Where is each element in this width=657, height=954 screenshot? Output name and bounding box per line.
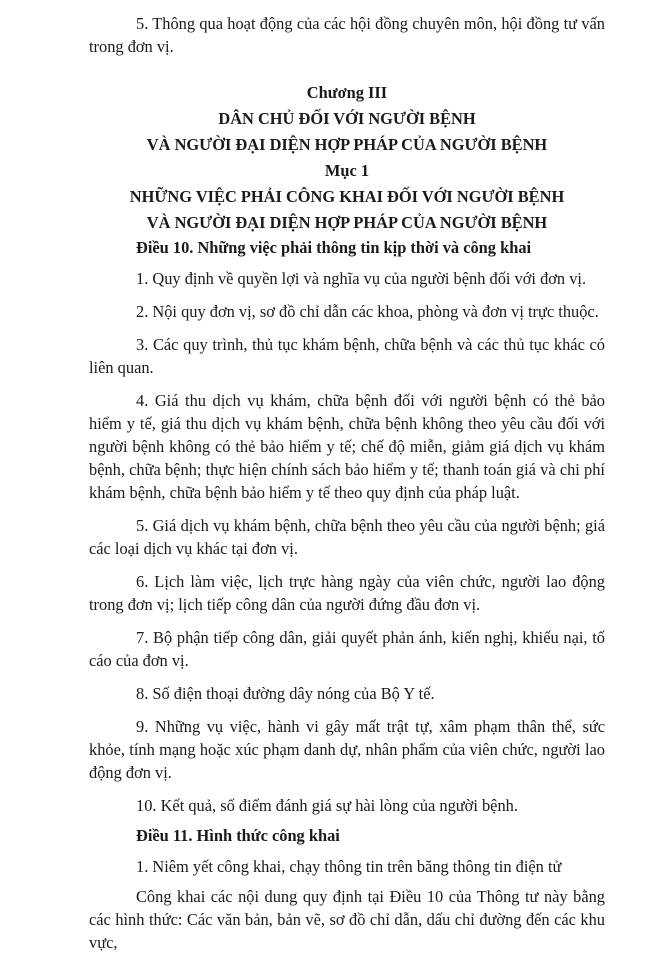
article-10-item-10: 10. Kết quả, số điểm đánh giá sự hài lòng của người bệnh. xyxy=(136,796,518,815)
article-11-body: Công khai các nội dung quy định tại Điều 10 của Thông tư này bằng các hình thức: Các văn bản, bản vẽ, sơ đồ chỉ dẫn, dấu chỉ đường đến các khu vực, xyxy=(89,887,605,952)
article-10-item-2: 2. Nội quy đơn vị, sơ đồ chỉ dẫn các khoa, phòng và đơn vị trực thuộc. xyxy=(136,302,599,321)
section-title-line-2: VÀ NGƯỜI ĐẠI DIỆN HỢP PHÁP CỦA NGƯỜI BỆNH xyxy=(146,213,548,232)
article-10-item-4: 4. Giá thu dịch vụ khám, chữa bệnh đối với người bệnh có thẻ bảo hiểm y tế, giá thu dịch vụ khám bệnh, chữa bệnh không theo yêu cầu đối với người bệnh không có thẻ bảo hiểm y tế; chế độ miễn, giảm giá dịch vụ khám bệnh, chữa bệnh; thực hiện chính sách bảo hiểm y tế; thanh toán giá và chi phí khám bệnh, chữa bệnh bảo hiểm y tế theo quy định của pháp luật. xyxy=(89,391,605,502)
article-10-item-9: 9. Những vụ việc, hành vi gây mất trật tự, xâm phạm thân thể, sức khỏe, tính mạng hoặc xúc phạm danh dự, nhân phẩm của viên chức, người lao động đơn vị. xyxy=(89,717,605,782)
article-10-item-7: 7. Bộ phận tiếp công dân, giải quyết phản ánh, kiến nghị, khiếu nại, tố cáo của đơn vị. xyxy=(89,628,605,670)
article-10-item-6: 6. Lịch làm việc, lịch trực hàng ngày của viên chức, người lao động trong đơn vị; lịch tiếp công dân của người đứng đầu đơn vị. xyxy=(89,572,605,614)
article-10-item-5: 5. Giá dịch vụ khám bệnh, chữa bệnh theo yêu cầu của người bệnh; giá các loại dịch vụ khác tại đơn vị. xyxy=(89,516,605,558)
chapter-title-line-1: DÂN CHỦ ĐỐI VỚI NGƯỜI BỆNH xyxy=(218,109,476,128)
chapter-title-line-2: VÀ NGƯỜI ĐẠI DIỆN HỢP PHÁP CỦA NGƯỜI BỆNH xyxy=(146,135,548,154)
article-11-title: Điều 11. Hình thức công khai xyxy=(136,826,340,845)
article-10-item-8: 8. Số điện thoại đường dây nóng của Bộ Y tế. xyxy=(136,684,435,703)
paragraph-item-5-previous: 5. Thông qua hoạt động của các hội đồng chuyên môn, hội đồng tư vấn trong đơn vị. xyxy=(89,14,605,56)
section-title-line-1: NHỮNG VIỆC PHẢI CÔNG KHAI ĐỐI VỚI NGƯỜI BỆNH xyxy=(129,187,565,206)
article-11-item-1: 1. Niêm yết công khai, chạy thông tin trên băng thông tin điện tử xyxy=(136,857,562,876)
section-number: Mục 1 xyxy=(324,161,370,180)
article-10-item-1: 1. Quy định về quyền lợi và nghĩa vụ của người bệnh đối với đơn vị. xyxy=(136,269,587,288)
article-10-title: Điều 10. Những việc phải thông tin kịp thời và công khai xyxy=(136,238,532,257)
article-10-item-3: 3. Các quy trình, thủ tục khám bệnh, chữa bệnh và các thủ tục khác có liên quan. xyxy=(89,335,605,377)
chapter-number: Chương III xyxy=(306,83,388,102)
